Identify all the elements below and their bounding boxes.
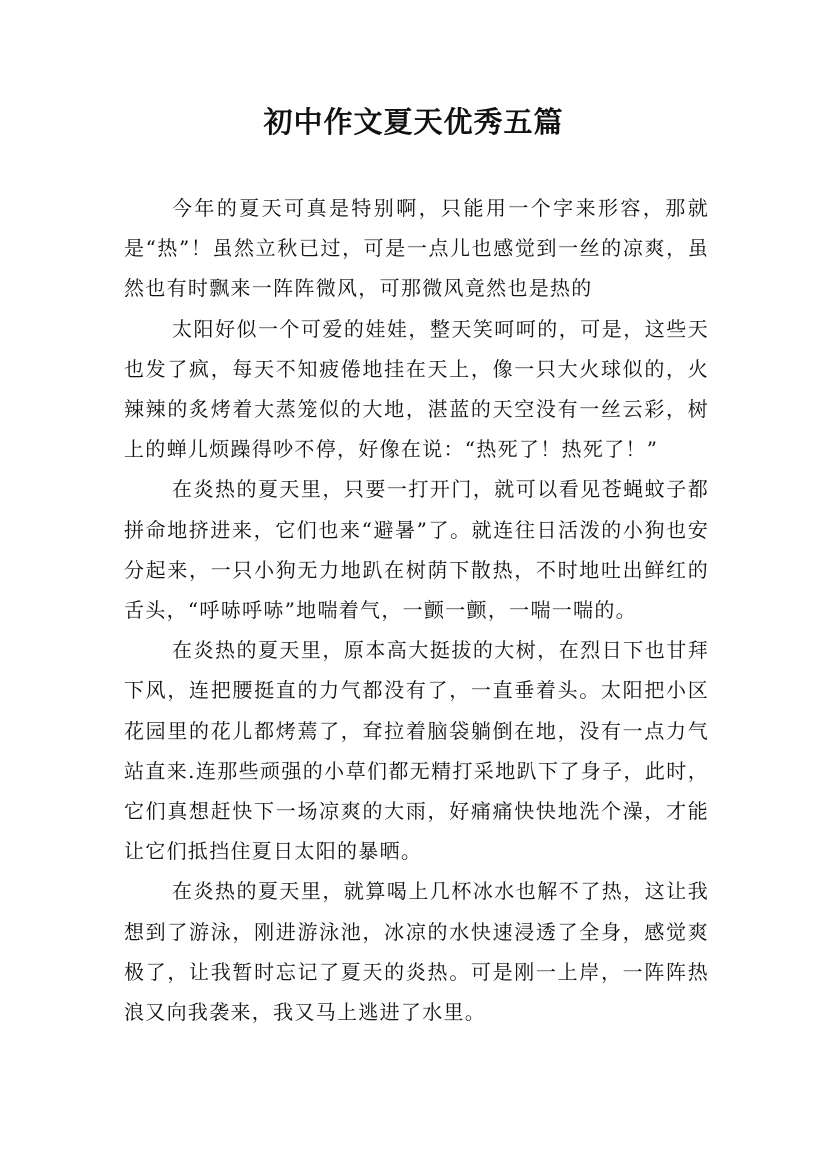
document-title: 初中作文夏天优秀五篇 <box>263 105 564 139</box>
document-body <box>124 188 709 1032</box>
paragraph-4: 在炎热的夏天里，原本高大挺拔的大树，在烈日下也甘拜下风，连把腰挺直的力气都没有了，一直垂着头。太阳把小区花园里的花儿都烤蔫了，耷拉着脑袋躺倒在地，没有一点力气站直来.连那些顽强的小草们都无精打采地趴下了身子，此时，它们真想赶快下一场凉爽的大雨，好痛痛快快地洗个澡，才能让它们抵挡住夏日太阳的暴晒。 <box>124 638 709 864</box>
paragraph-5: 在炎热的夏天里，就算喝上几杯冰水也解不了热，这让我想到了游泳，刚进游泳池，冰凉的水快速浸透了全身，感觉爽极了，让我暂时忘记了夏天的炎热。可是刚一上岸，一阵阵热浪又向我袭来，我又马上逃进了水里。 <box>124 879 709 1025</box>
paragraph-3: 在炎热的夏天里，只要一打开门，就可以看见苍蝇蚊子都拼命地挤进来，它们也来“避暑”了。就连往日活泼的小狗也安分起来，一只小狗无力地趴在树荫下散热，不时地吐出鲜红的舌头，“呼哧呼哧”地喘着气，一颤一颤，一喘一喘的。 <box>124 477 709 623</box>
paragraph-2: 太阳好似一个可爱的娃娃，整天笑呵呵的，可是，这些天也发了疯，每天不知疲倦地挂在天上，像一只大火球似的，火辣辣的炙烤着大蒸笼似的大地，湛蓝的天空没有一丝云彩，树上的蝉儿烦躁得吵不停，好像在说：“热死了！热死了！” <box>124 316 709 462</box>
paragraph-1: 今年的夏天可真是特别啊，只能用一个字来形容，那就是“热”！虽然立秋已过，可是一点儿也感觉到一丝的凉爽，虽然也有时飘来一阵阵微风，可那微风竟然也是热的 <box>124 196 709 301</box>
